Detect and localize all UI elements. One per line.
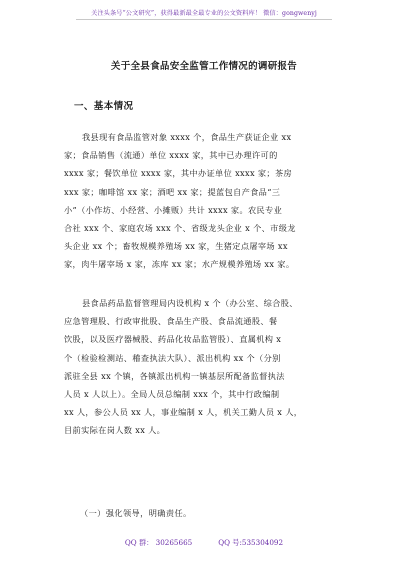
- footer-qq-group: QQ 群： 30265665: [124, 538, 193, 547]
- paragraph-line: 县食品药品监督管理局内设机构 x 个（办公室、综合股、: [82, 298, 298, 308]
- paragraph-line: xxx 家；咖啡馆 xx 家；酒吧 xx 家；提蓝包自产食品“三: [64, 186, 281, 197]
- paragraph-organization: [64, 294, 354, 440]
- paragraph-line: xxxx 家；餐饮单位 xxxx 家，其中办证单位 xxxx 家；茶房: [64, 168, 293, 179]
- paragraph-line: 人员 x 人以上）。全局人员总编制 xxx 个，其中行政编制: [64, 388, 280, 399]
- header-divider: [76, 19, 332, 20]
- paragraph-line: 应急管理股、行政审批股、食品生产股、食品流通股、餐: [64, 316, 278, 327]
- footer-qq-number: QQ 号:535304092: [218, 538, 284, 547]
- paragraph-line: 个（检验检测站、稽查执法大队）、派出机构 xx 个（分别: [64, 352, 281, 363]
- paragraph-line: 我县现有食品监管对象 xxxx 个，食品生产获证企业 xx: [82, 132, 292, 142]
- paragraph-line: 目前实际在岗人数 xx 人。: [64, 425, 166, 436]
- document-title: 关于全县食品安全监管工作情况的调研报告: [110, 61, 298, 72]
- section-heading: 一、基本情况: [74, 101, 134, 112]
- footer-contact: [0, 538, 408, 548]
- paragraph-line: 合社 xxx 个、家庭农场 xxx 个、省级龙头企业 x 个、市级龙: [64, 222, 296, 233]
- paragraph-line: 饮股，以及医疗器械股、药品化妆品监管股）、直属机构 x: [64, 334, 282, 345]
- paragraph-line: 家；食品销售（流通）单位 xxxx 家，其中已办理许可的: [64, 150, 278, 161]
- paragraph-line: 派驻全县 xx 个镇，各镇派出机构一镇基层所配备监督执法: [64, 370, 285, 381]
- subsection-heading: （一）强化领导，明确责任。: [80, 508, 192, 518]
- paragraph-line: 小”（小作坊、小经营、小摊贩）共计 xxxx 家。农民专业: [64, 204, 283, 215]
- paragraph-line: xx 人，参公人员 xx 人，事业编制 x 人，机关工勤人员 x 人，: [64, 407, 303, 418]
- paragraph-line: 头企业 xx 个；畜牧规模养殖场 xx 家，生猪定点屠宰场 xx: [64, 241, 288, 252]
- header-banner: 关注头条号“公文研究”，获得最新最全最专业的公文资料库！ 微信：gongwenyj: [91, 10, 317, 17]
- paragraph-basic-stats: [64, 128, 354, 274]
- paragraph-line: 家，肉牛屠宰场 x 家，冻库 xx 家；水产规模养殖场 xx 家。: [64, 259, 295, 270]
